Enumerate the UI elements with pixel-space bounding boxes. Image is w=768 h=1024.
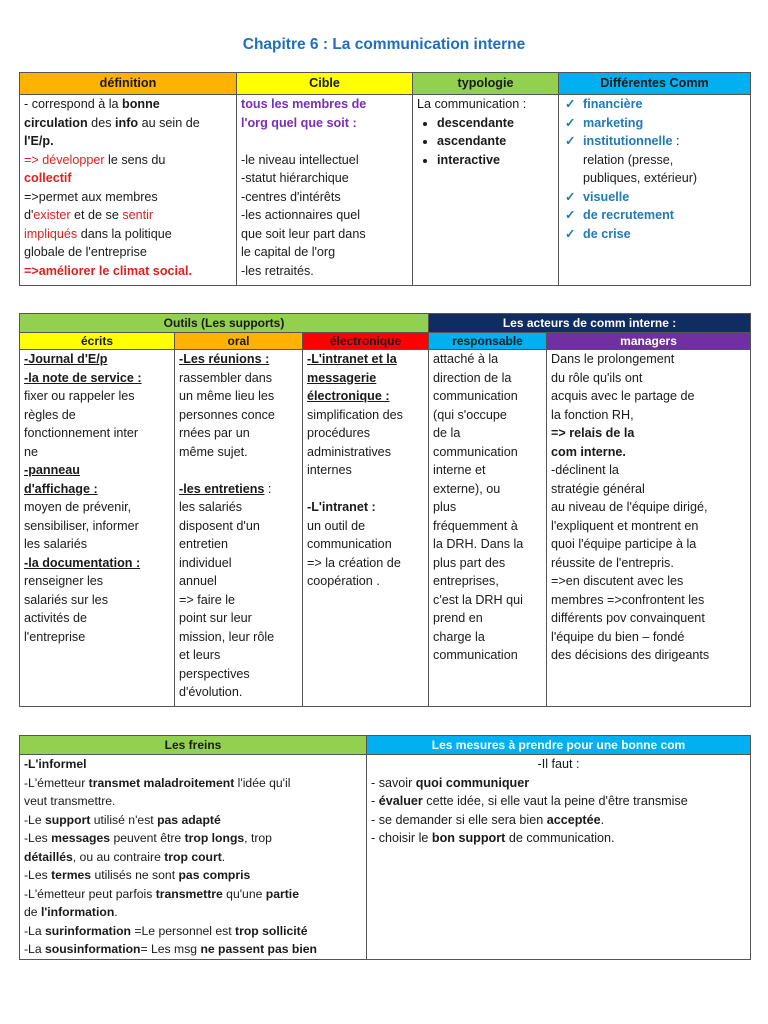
- freins-cell: -L'informel -L'émetteur transmet maladroitement l'idée qu'il veut transmettre. -Le support utilisé n'est pas adapté -Les messages peuvent être trop longs, trop détaillés, ou au contraire trop court. -Les termes utilisés ne sont pas compris -L'émetteur peut parfois transmettre qu'une partie de l'information. -La surinformation =Le personnel est trop sollicité -La sousinformation= Les msg ne passent pas bien: [20, 755, 367, 960]
- check-icon: ✓: [565, 134, 576, 148]
- check-icon: ✓: [565, 226, 576, 241]
- managers-cell: Dans le prolongement du rôle qu'ils ont acquis avec le partage de la fonction RH, => relais de la com interne. -déclinent la stratégie général au niveau de l'équipe dirigé, l'expliquent et montrent en quoi l'équipe participe à la réussite de l'entrepris. =>en discutent avec les membres =>confrontent les différents pov convainquent l'équipe du bien – fondé des décisions des dirigeants: [547, 350, 751, 707]
- outils-acteurs-table: [19, 313, 751, 707]
- subheader-managers: managers: [547, 333, 751, 350]
- check-icon: ✓: [565, 115, 576, 130]
- typologie-cell: La communication : • descendante • ascendante • interactive: [413, 95, 559, 286]
- header-typologie: typologie: [413, 73, 559, 95]
- subheader-electronique: électronique: [303, 333, 429, 350]
- overview-table: [19, 72, 751, 286]
- check-icon: ✓: [565, 208, 576, 222]
- subheader-oral: oral: [175, 333, 303, 350]
- subheader-ecrits: écrits: [20, 333, 175, 350]
- page-title: Chapitre 6 : La communication interne: [242, 36, 526, 53]
- ecrits-cell: -Journal d'E/p -la note de service : fixer ou rappeler les règles de fonctionnement inter ne -panneau d'affichage : moyen de prévenir, sensibiliser, informer les salariés -la documentation : renseigner les salariés sur les activités de l'entreprise: [20, 350, 175, 707]
- check-icon: ✓: [565, 189, 576, 204]
- header-mesures: Les mesures à prendre pour une bonne com: [367, 736, 751, 755]
- header-cible: Cible: [237, 73, 413, 95]
- electronique-cell: -L'intranet et la messagerie électronique : simplification des procédures administratives internes -L'intranet : un outil de communication => la création de coopération .: [303, 350, 429, 707]
- definition-cell: - correspond à la bonne circulation des info au sein de l'E/p. => développer le sens du collectif =>permet aux membres d'exister et de se sentir impliqués dans la politique globale de l'entreprise =>améliorer le climat social.: [20, 95, 237, 286]
- header-freins: Les freins: [20, 736, 367, 755]
- header-outils: Outils (Les supports): [20, 314, 429, 333]
- subheader-responsable: responsable: [429, 333, 547, 350]
- typologie-item: • ascendante: [437, 132, 554, 151]
- check-icon: ✓: [565, 97, 576, 111]
- typologie-item: • descendante: [437, 114, 554, 133]
- responsable-cell: attaché à la direction de la communication (qui s'occupe de la communication interne et externe), ou plus fréquemment à la DRH. Dans la plus part des entreprises, c'est la DRH qui prend en charge la communication: [429, 350, 547, 707]
- header-acteurs: Les acteurs de comm interne :: [429, 314, 751, 333]
- differentes-comm-cell: ✓ financière ✓ marketing ✓ institutionnelle : relation (presse, publiques, extérieur) ✓ visuelle ✓ de recrutement ✓ de crise: [559, 95, 751, 286]
- cible-cell: tous les membres de l'org quel que soit : -le niveau intellectuel -statut hiérarchique -centres d'intérêts -les actionnaires quel que soit leur part dans le capital de l'org -les retraités.: [237, 95, 413, 286]
- header-definition: définition: [20, 73, 237, 95]
- freins-mesures-table: [19, 735, 751, 960]
- oral-cell: -Les réunions : rassembler dans un même lieu les personnes conce rnées par un même sujet. -les entretiens : les salariés disposent d'un entretien individuel annuel => faire le point sur leur mission, leur rôle et leurs perspectives d'évolution.: [175, 350, 303, 707]
- header-differentes-comm: Différentes Comm: [559, 73, 751, 95]
- mesures-cell: -Il faut : - savoir quoi communiquer - évaluer cette idée, si elle vaut la peine d'être transmise - se demander si elle sera bien acceptée. - choisir le bon support de communication.: [367, 755, 751, 960]
- typologie-item: • interactive: [437, 151, 554, 170]
